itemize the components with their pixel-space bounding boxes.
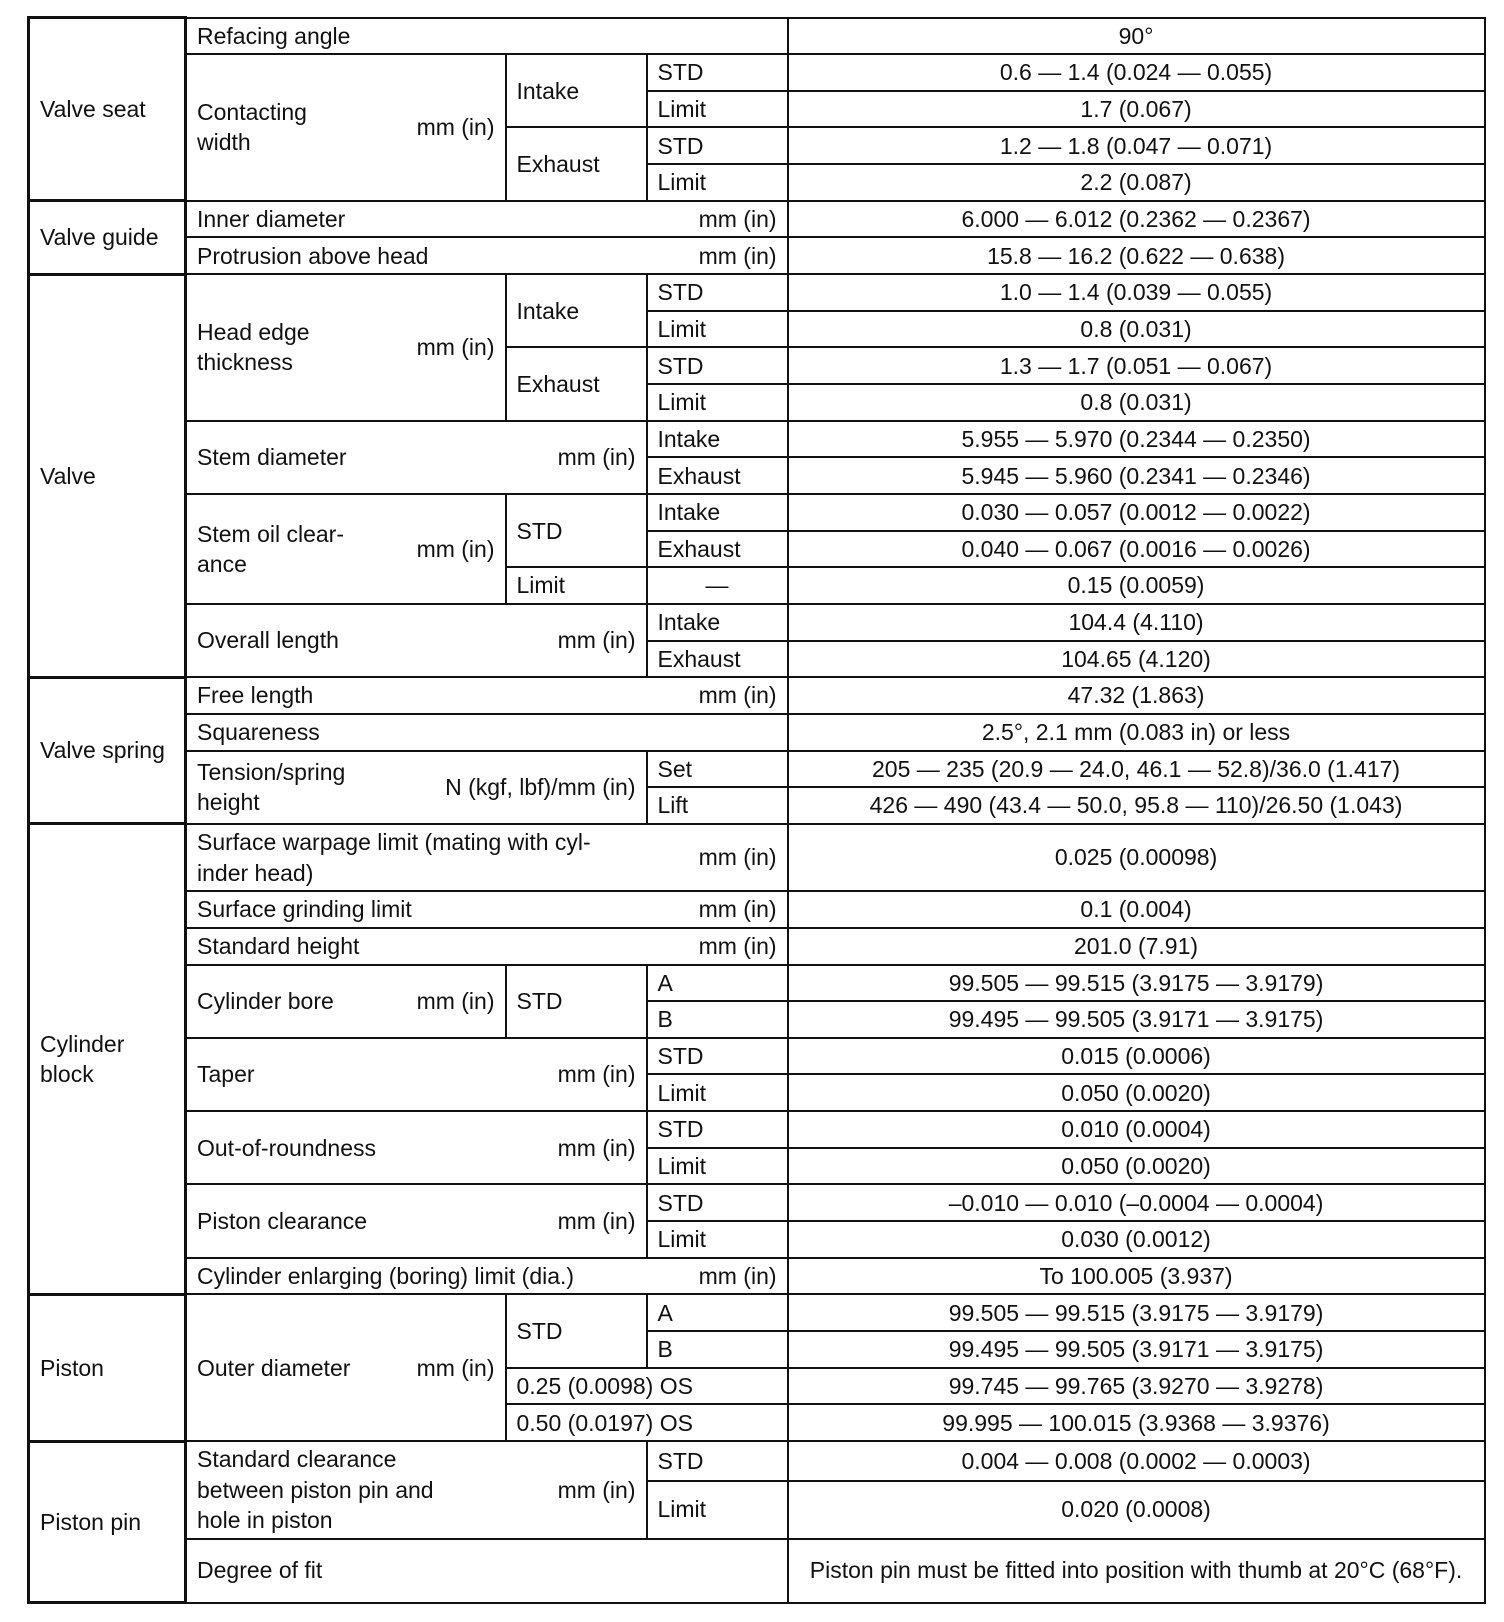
unit-text: mm (in)	[557, 1134, 636, 1161]
label-limit: Limit	[647, 384, 788, 421]
label-std: STD	[647, 54, 788, 91]
label-intake: Intake	[647, 604, 788, 641]
label-limit: Limit	[647, 91, 788, 128]
table-row	[29, 604, 1485, 641]
table-row	[29, 891, 1485, 928]
table-row	[29, 824, 1485, 891]
table-row	[29, 714, 1485, 751]
unit-text: mm (in)	[557, 444, 636, 471]
table-row	[29, 928, 1485, 965]
label-limit: Limit	[647, 1221, 788, 1258]
label-piston-clearance	[186, 1184, 647, 1257]
value-piston-b: 99.495 — 99.505 (3.9171 — 3.9175)	[788, 1331, 1485, 1368]
value-oil-limit: 0.15 (0.0059)	[788, 567, 1485, 604]
dash-cell: —	[647, 567, 788, 604]
label-std: STD	[506, 1294, 647, 1367]
label-limit: Limit	[506, 567, 647, 604]
value-oor-std: 0.010 (0.0004)	[788, 1111, 1485, 1148]
label-intake: Intake	[647, 421, 788, 458]
value-pin-limit: 0.020 (0.0008)	[788, 1481, 1485, 1539]
value-free-length: 47.32 (1.863)	[788, 677, 1485, 714]
table-row	[29, 1539, 1485, 1603]
value-warpage: 0.025 (0.00098)	[788, 824, 1485, 891]
table-row	[29, 1184, 1485, 1221]
label-text: Head edge thickness	[197, 319, 310, 376]
label-text: Contacting width	[197, 99, 307, 156]
label-protrusion	[186, 237, 788, 274]
label-limit: Limit	[647, 164, 788, 201]
unit-text: N (kgf, lbf)/mm (in)	[445, 774, 636, 801]
label-out-of-roundness	[186, 1111, 647, 1184]
label-intake: Intake	[506, 54, 647, 127]
unit-text: mm (in)	[698, 682, 777, 709]
value-bore-b: 99.495 — 99.505 (3.9171 — 3.9175)	[788, 1001, 1485, 1038]
label-std: STD	[506, 494, 647, 567]
label-limit: Limit	[647, 1148, 788, 1185]
value-overall-intake: 104.4 (4.110)	[788, 604, 1485, 641]
value-standard-height: 201.0 (7.91)	[788, 928, 1485, 965]
label-exhaust: Exhaust	[506, 127, 647, 200]
label-text: Standard height	[197, 933, 360, 959]
table-row	[29, 54, 1485, 91]
label-text: Outer diameter	[197, 1354, 351, 1381]
table-row	[29, 274, 1485, 311]
category-cylinder-block: Cylinder block	[29, 824, 186, 1294]
label-text: Cylinder enlarging (boring) limit (dia.)	[197, 1262, 575, 1289]
value-head-exhaust-limit: 0.8 (0.031)	[788, 384, 1485, 421]
value-squareness: 2.5°, 2.1 mm (0.083 in) or less	[788, 714, 1485, 751]
label-grinding	[186, 891, 788, 928]
table-row	[29, 965, 1485, 1002]
table-row	[29, 421, 1485, 458]
value-oil-exhaust: 0.040 — 0.067 (0.0016 — 0.0026)	[788, 531, 1485, 568]
value-pin-std: 0.004 — 0.008 (0.0002 — 0.0003)	[788, 1441, 1485, 1480]
label-text: Out-of-roundness	[197, 1134, 376, 1161]
label-std: STD	[647, 274, 788, 311]
label-head-edge	[186, 274, 506, 421]
label-text: Cylinder bore	[197, 987, 334, 1014]
value-pc-limit: 0.030 (0.0012)	[788, 1221, 1485, 1258]
label-text: Free length	[197, 682, 314, 709]
label-standard-height	[186, 928, 788, 965]
value-seat-exhaust-limit: 2.2 (0.087)	[788, 164, 1485, 201]
label-text: Inner diameter	[197, 205, 346, 232]
label-stem-oil-clearance	[186, 494, 506, 604]
unit-text: mm (in)	[557, 1476, 636, 1503]
value-head-exhaust-std: 1.3 — 1.7 (0.051 — 0.067)	[788, 347, 1485, 384]
value-lift: 426 — 490 (43.4 — 50.0, 95.8 — 110)/26.50 (1.043)	[788, 787, 1485, 824]
label-os50: 0.50 (0.0197) OS	[506, 1404, 788, 1441]
value-overall-exhaust: 104.65 (4.120)	[788, 641, 1485, 678]
unit-text: mm (in)	[416, 334, 495, 361]
label-exhaust: Exhaust	[506, 347, 647, 420]
unit-text: mm (in)	[698, 933, 777, 959]
value-seat-intake-limit: 1.7 (0.067)	[788, 91, 1485, 128]
value-inner-diameter: 6.000 — 6.012 (0.2362 — 0.2367)	[788, 201, 1485, 238]
specification-table	[27, 16, 1486, 1604]
table-row	[29, 1258, 1485, 1295]
label-intake: Intake	[647, 494, 788, 531]
label-exhaust: Exhaust	[647, 531, 788, 568]
value-head-intake-limit: 0.8 (0.031)	[788, 311, 1485, 348]
table-row	[29, 18, 1485, 55]
label-pin-clearance	[186, 1441, 647, 1538]
value-taper-limit: 0.050 (0.0020)	[788, 1074, 1485, 1111]
label-stem-diameter	[186, 421, 647, 494]
label-text: Taper	[197, 1061, 255, 1088]
label-limit: Limit	[647, 1481, 788, 1539]
unit-text: mm (in)	[416, 535, 495, 562]
category-valve-guide: Valve guide	[29, 201, 186, 274]
value-refacing-angle: 90°	[788, 18, 1485, 55]
value-grinding: 0.1 (0.004)	[788, 891, 1485, 928]
label-a: A	[647, 965, 788, 1002]
value-seat-intake-std: 0.6 — 1.4 (0.024 — 0.055)	[788, 54, 1485, 91]
unit-text: mm (in)	[698, 844, 777, 871]
label-text: Surface grinding limit	[197, 896, 412, 923]
label-std: STD	[647, 1184, 788, 1221]
unit-text: mm (in)	[698, 1262, 777, 1289]
value-os50: 99.995 — 100.015 (3.9368 — 3.9376)	[788, 1404, 1485, 1441]
category-piston-pin: Piston pin	[29, 1441, 186, 1602]
label-std: STD	[647, 127, 788, 164]
unit-text: mm (in)	[698, 896, 777, 923]
category-piston: Piston	[29, 1294, 186, 1441]
unit-text: mm (in)	[698, 205, 777, 232]
value-oil-intake: 0.030 — 0.057 (0.0012 — 0.0022)	[788, 494, 1485, 531]
value-taper-std: 0.015 (0.0006)	[788, 1038, 1485, 1075]
label-b: B	[647, 1331, 788, 1368]
value-oor-limit: 0.050 (0.0020)	[788, 1148, 1485, 1185]
label-taper	[186, 1038, 647, 1111]
unit-text: mm (in)	[698, 242, 777, 269]
label-intake: Intake	[506, 274, 647, 347]
label-std: STD	[647, 1038, 788, 1075]
label-std: STD	[647, 1441, 788, 1480]
table-row	[29, 237, 1485, 274]
table-row	[29, 1038, 1485, 1075]
label-refacing-angle: Refacing angle	[186, 18, 788, 55]
table-row	[29, 1111, 1485, 1148]
label-text: Piston clearance	[197, 1207, 368, 1234]
label-os25: 0.25 (0.0098) OS	[506, 1368, 788, 1405]
label-text: Standard clearance between piston pin and hole in piston	[197, 1446, 434, 1533]
label-contacting-width	[186, 54, 506, 201]
value-set: 205 — 235 (20.9 — 24.0, 46.1 — 52.8)/36.0 (1.417)	[788, 751, 1485, 788]
label-text: Stem diameter	[197, 444, 347, 471]
label-exhaust: Exhaust	[647, 641, 788, 678]
label-text: Surface warpage limit (mating with cyl-inder head)	[197, 829, 591, 886]
value-degree-of-fit: Piston pin must be fitted into position with thumb at 20°C (68°F).	[788, 1539, 1485, 1603]
label-text: Protrusion above head	[197, 242, 429, 269]
label-text: Overall length	[197, 627, 339, 654]
label-exhaust: Exhaust	[647, 457, 788, 494]
label-text: Tension/spring height	[197, 758, 346, 816]
unit-text: mm (in)	[416, 1354, 495, 1381]
label-cylinder-bore	[186, 965, 506, 1038]
value-head-intake-std: 1.0 — 1.4 (0.039 — 0.055)	[788, 274, 1485, 311]
label-limit: Limit	[647, 311, 788, 348]
unit-text: mm (in)	[557, 627, 636, 654]
table-row	[29, 1294, 1485, 1331]
label-warpage	[186, 824, 788, 891]
unit-text: mm (in)	[416, 114, 495, 141]
table-row	[29, 677, 1485, 714]
table-row	[29, 494, 1485, 531]
value-protrusion: 15.8 — 16.2 (0.622 — 0.638)	[788, 237, 1485, 274]
label-std: STD	[647, 347, 788, 384]
value-stem-intake: 5.955 — 5.970 (0.2344 — 0.2350)	[788, 421, 1485, 458]
value-pc-std: –0.010 — 0.010 (–0.0004 — 0.0004)	[788, 1184, 1485, 1221]
category-valve: Valve	[29, 274, 186, 677]
value-os25: 99.745 — 99.765 (3.9270 — 3.9278)	[788, 1368, 1485, 1405]
label-free-length	[186, 677, 788, 714]
label-tension	[186, 751, 647, 824]
label-std: STD	[647, 1111, 788, 1148]
label-overall-length	[186, 604, 647, 677]
category-valve-seat: Valve seat	[29, 18, 186, 201]
label-squareness: Squareness	[186, 714, 788, 751]
label-enlarging	[186, 1258, 788, 1295]
label-b: B	[647, 1001, 788, 1038]
label-limit: Limit	[647, 1074, 788, 1111]
value-enlarging: To 100.005 (3.937)	[788, 1258, 1485, 1295]
value-piston-a: 99.505 — 99.515 (3.9175 — 3.9179)	[788, 1294, 1485, 1331]
label-a: A	[647, 1294, 788, 1331]
unit-text: mm (in)	[416, 987, 495, 1014]
label-degree-of-fit: Degree of fit	[186, 1539, 788, 1603]
table-row	[29, 751, 1485, 788]
category-valve-spring: Valve spring	[29, 677, 186, 824]
label-text: Stem oil clear-ance	[197, 520, 344, 578]
value-seat-exhaust-std: 1.2 — 1.8 (0.047 — 0.071)	[788, 127, 1485, 164]
label-inner-diameter	[186, 201, 788, 238]
table-row	[29, 1441, 1485, 1480]
unit-text: mm (in)	[557, 1061, 636, 1088]
value-stem-exhaust: 5.945 — 5.960 (0.2341 — 0.2346)	[788, 457, 1485, 494]
table-row	[29, 201, 1485, 238]
label-outer-diameter	[186, 1294, 506, 1441]
value-bore-a: 99.505 — 99.515 (3.9175 — 3.9179)	[788, 965, 1485, 1002]
unit-text: mm (in)	[557, 1207, 636, 1234]
label-std: STD	[506, 965, 647, 1038]
label-lift: Lift	[647, 787, 788, 824]
label-set: Set	[647, 751, 788, 788]
